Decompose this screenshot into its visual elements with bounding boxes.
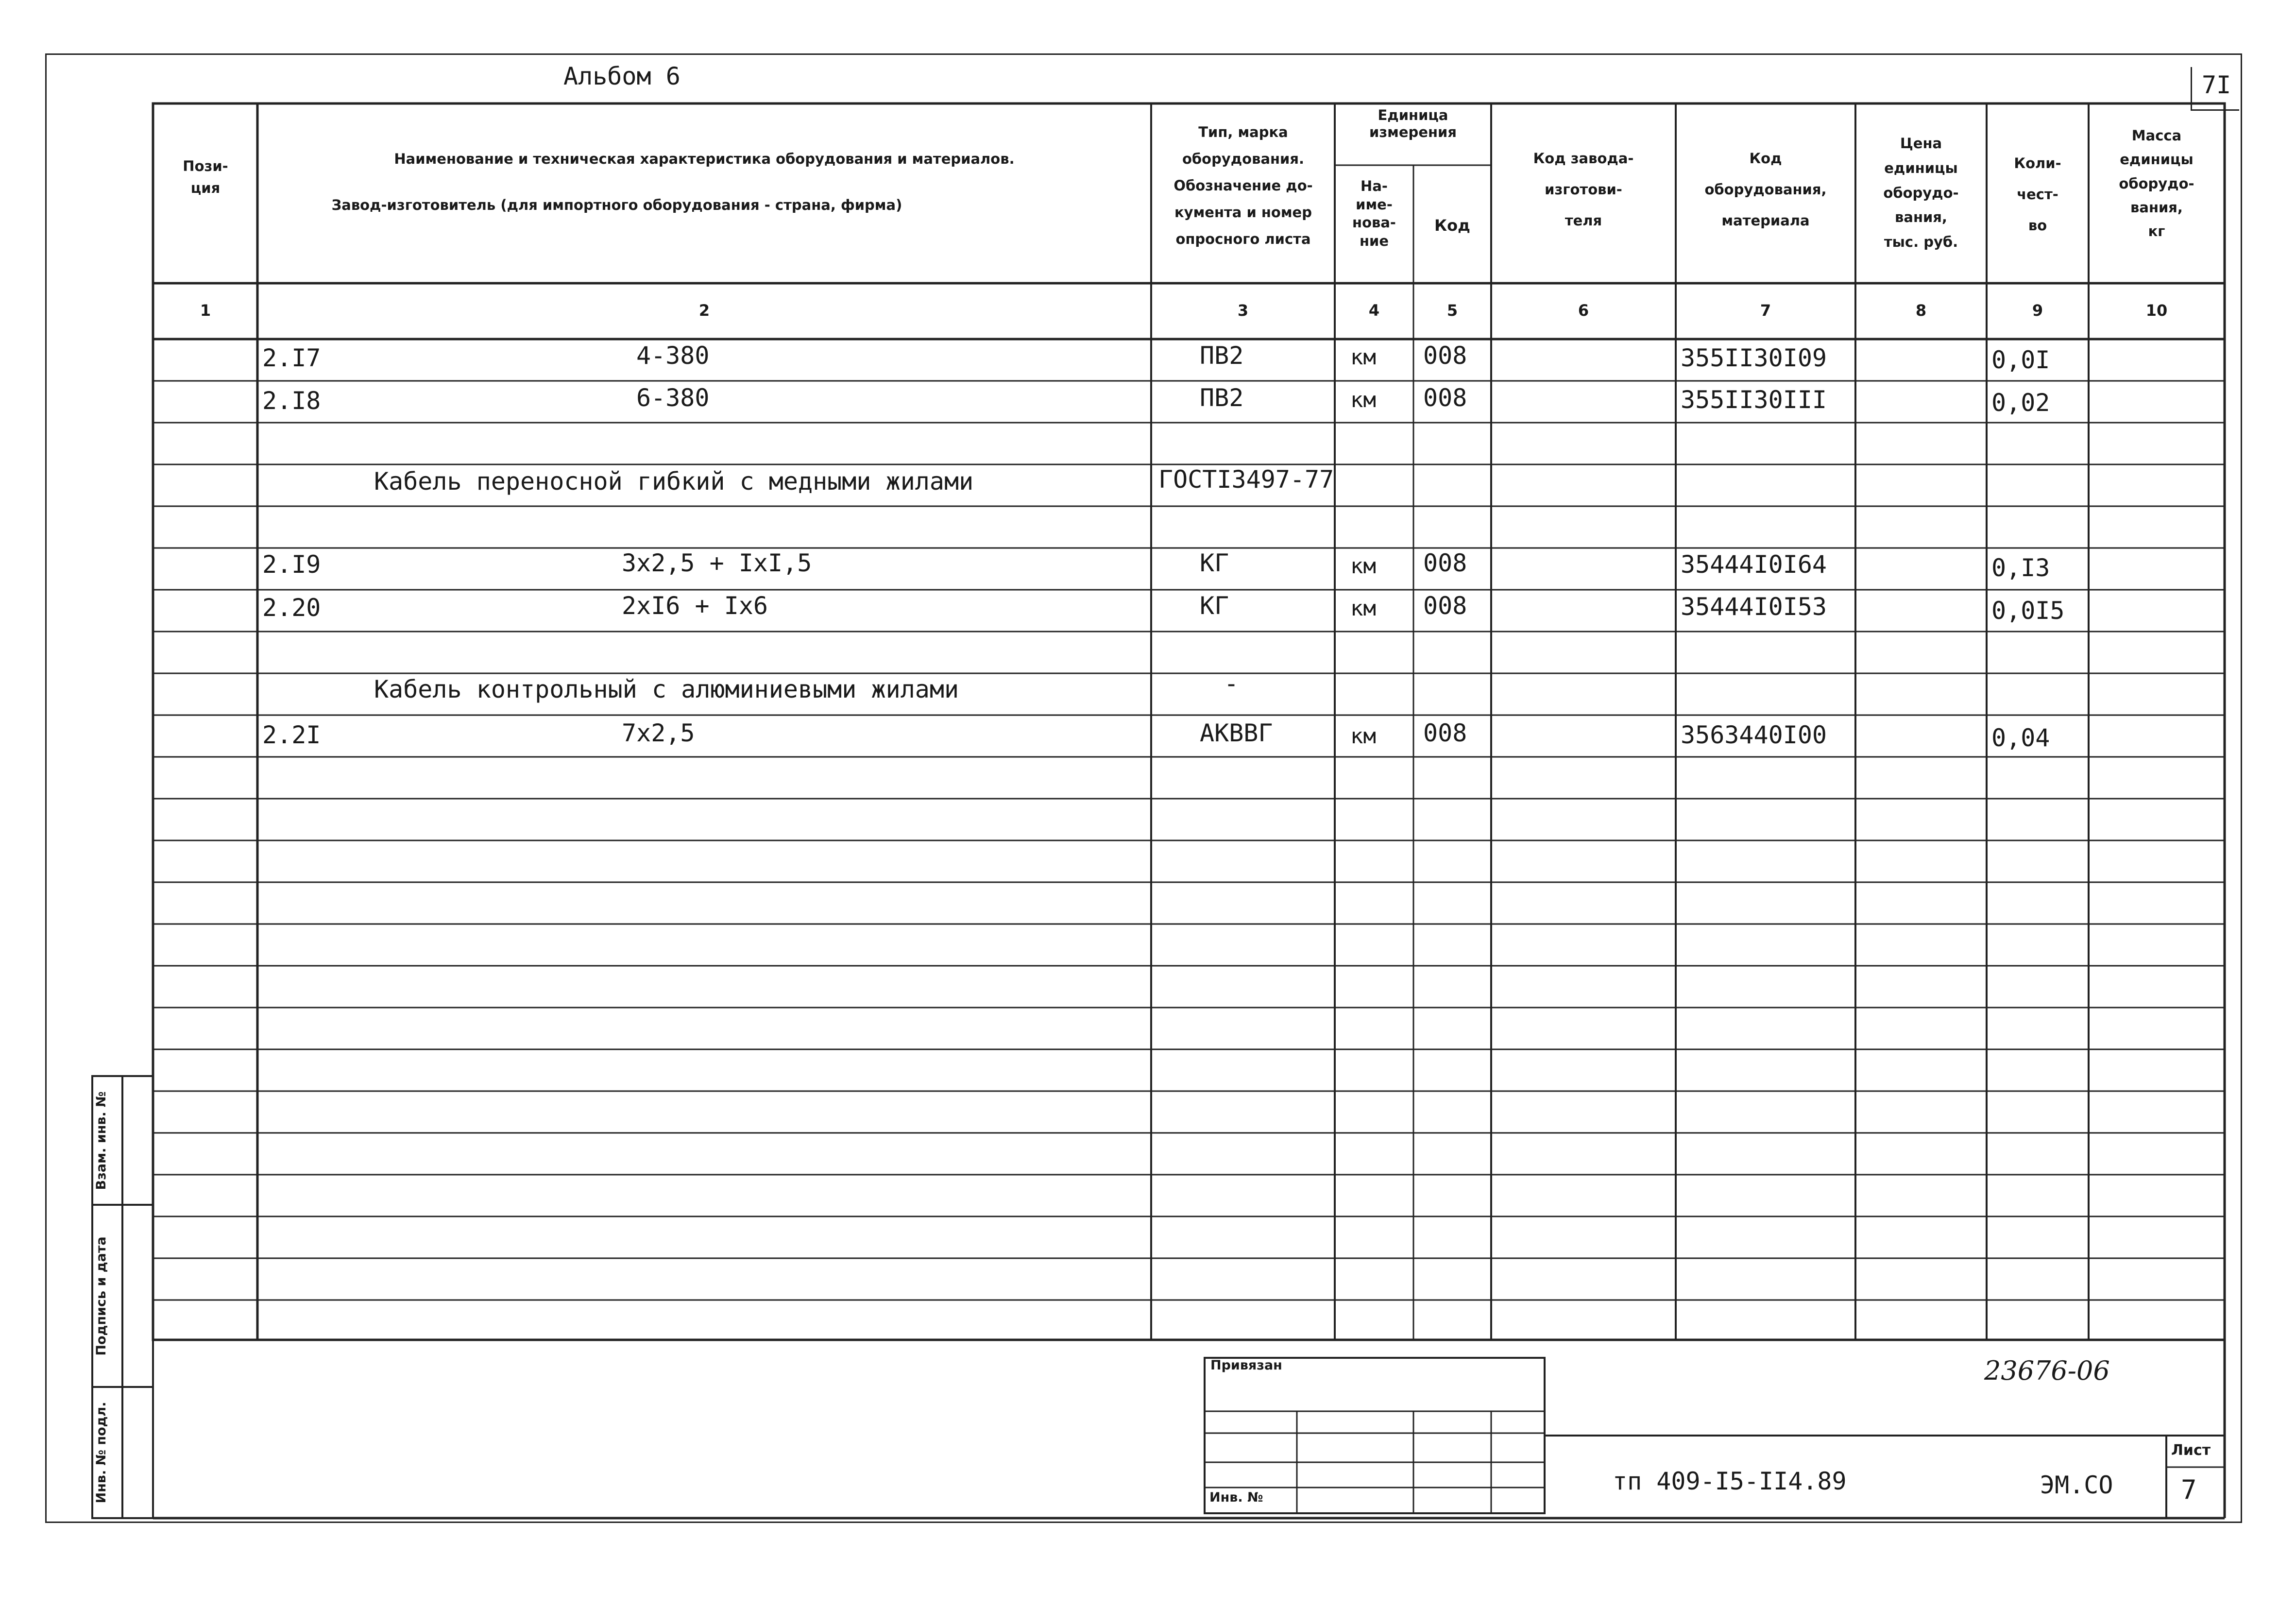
section-title: Кабель контрольный с алюминиевыми жилами — [374, 675, 959, 703]
cell-equipment-code: 3563440I00 — [1681, 721, 1827, 749]
cell-quantity: 0,04 — [1991, 724, 2050, 752]
col-number-8: 8 — [1915, 301, 1927, 320]
cell-quantity: 0,0I — [1991, 346, 2050, 374]
cell-position: 2.I9 — [262, 550, 321, 579]
cell-name: 7x2,5 — [622, 719, 695, 747]
cell-quantity: 0,0I5 — [1991, 597, 2065, 625]
cell-quantity: 0,I3 — [1991, 554, 2050, 582]
cell-code: 008 — [1423, 549, 1467, 577]
cell-equipment-code: 355II30III — [1681, 386, 1827, 414]
header-quantity: Коли- чест- во — [2014, 155, 2061, 234]
header-unit: Единица измерения — [1369, 107, 1457, 140]
album-label: Альбом 6 — [563, 62, 680, 90]
cell-type: АКВВГ — [1200, 719, 1273, 747]
corner-page-text: 7I — [2202, 71, 2231, 99]
cell-name: 2xI6 + Ix6 — [622, 592, 768, 620]
cell-type: КГ — [1200, 592, 1229, 620]
document-mark: ЭМ.СО — [2040, 1471, 2113, 1499]
cell-type: ПВ2 — [1200, 384, 1244, 412]
side-stamp-vzam: Взам. инв. № — [94, 1091, 109, 1190]
col-number-3: 3 — [1237, 301, 1249, 320]
col-number-2: 2 — [698, 301, 710, 320]
cell-code: 008 — [1423, 719, 1467, 747]
cell-type: ПВ2 — [1200, 342, 1244, 370]
sheet-label: Лист — [2171, 1442, 2211, 1459]
cell-unit: км — [1350, 388, 1376, 412]
header-name-line2: Завод-изготовитель (для импортного оборудования - страна, фирма) — [331, 197, 902, 213]
title-block-inv-no: Инв. № — [1209, 1490, 1263, 1505]
handwritten-number: 23676-06 — [1984, 1355, 2110, 1386]
sheet-number: 7 — [2181, 1474, 2197, 1505]
cell-position: 2.20 — [262, 594, 321, 622]
side-stamp-inv: Инв. № подл. — [94, 1402, 109, 1504]
cell-code: 008 — [1423, 592, 1467, 620]
col-number-10: 10 — [2145, 301, 2168, 320]
header-type: Тип, марка оборудования. Обозначение до- кумента и номер опросного листа — [1174, 124, 1313, 248]
header-position: Пози- ция — [183, 158, 228, 196]
cell-unit: км — [1350, 596, 1376, 621]
header-factory-code: Код завода- изготови- теля — [1533, 150, 1634, 229]
col-number-9: 9 — [2032, 301, 2043, 320]
col-number-4: 4 — [1368, 301, 1380, 320]
header-price: Цена единицы оборудо- вания, тыс. руб. — [1883, 135, 1959, 250]
cell-quantity: 0,02 — [1991, 389, 2050, 417]
side-stamp-podpis: Подпись и дата — [94, 1236, 109, 1356]
col-number-6: 6 — [1578, 301, 1589, 320]
cell-position: 2.2I — [262, 721, 321, 749]
title-block-privyazan: Привязан — [1210, 1358, 1282, 1373]
cell-type: КГ — [1200, 549, 1229, 577]
cell-code: 008 — [1423, 384, 1467, 412]
cell-type: ГОСТI3497-77 — [1158, 465, 1334, 494]
cell-name: 4-380 — [636, 342, 710, 370]
header-unit-code: Код — [1434, 216, 1470, 235]
cell-name: 3x2,5 + IxI,5 — [622, 549, 812, 577]
section-title: Кабель переносной гибкий с медными жилами — [374, 467, 974, 496]
cell-equipment-code: 355II30I09 — [1681, 344, 1827, 372]
col-number-1: 1 — [200, 301, 211, 320]
cell-position: 2.I8 — [262, 387, 321, 415]
header-mass: Масса единицы оборудо- вания, кг — [2119, 127, 2194, 240]
cell-equipment-code: 35444I0I64 — [1681, 550, 1827, 579]
cell-code: 008 — [1423, 342, 1467, 370]
cell-name: 6-380 — [636, 384, 710, 412]
document-code: тп 409-I5-II4.89 — [1613, 1467, 1847, 1495]
cell-unit: км — [1350, 345, 1376, 370]
header-equipment-code: Код оборудования, материала — [1704, 150, 1827, 229]
header-name-line1: Наименование и техническая характеристика оборудования и материалов. — [394, 151, 1015, 167]
col-number-7: 7 — [1760, 301, 1771, 320]
cell-position: 2.I7 — [262, 344, 321, 372]
cell-equipment-code: 35444I0I53 — [1681, 593, 1827, 621]
cell-unit: км — [1350, 554, 1376, 579]
col-number-5: 5 — [1446, 301, 1458, 320]
cell-type: - — [1224, 669, 1239, 698]
cell-unit: км — [1350, 724, 1376, 749]
header-unit-name: На- име- нова- ние — [1352, 178, 1396, 250]
